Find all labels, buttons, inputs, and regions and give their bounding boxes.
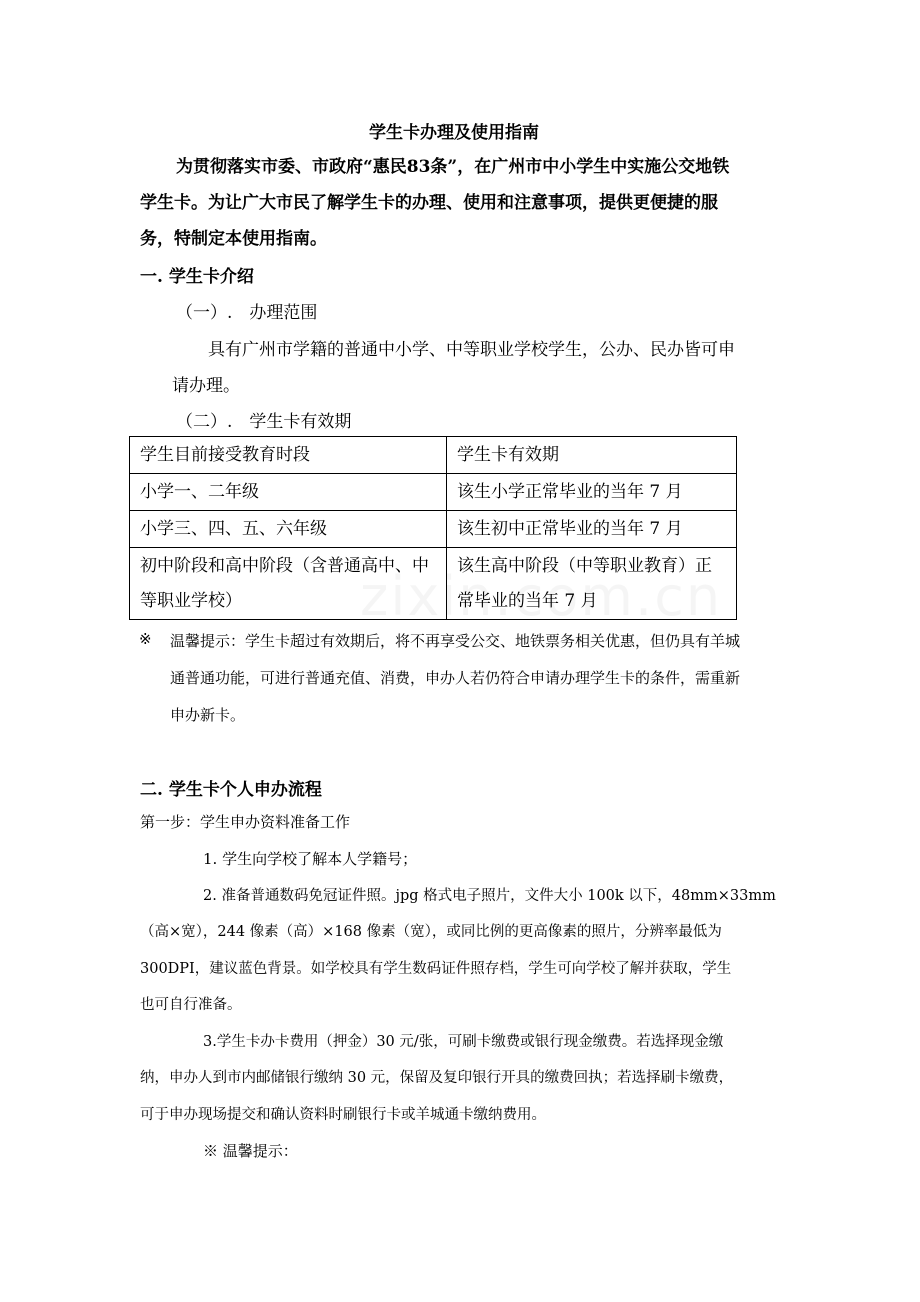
step-1-item-3-line-1: 3.学生卡办卡费用（押金）30 元/张，可刷卡缴费或银行现金缴费。若选择现金缴 [203, 1034, 724, 1050]
validity-table [129, 436, 737, 620]
table-row [130, 511, 737, 548]
table-header-row [130, 437, 737, 474]
page-title: 学生卡办理及使用指南 [369, 123, 539, 143]
intro-line-2: 学生卡。为让广大市民了解学生卡的办理、使用和注意事项，提供更便捷的服 [140, 193, 718, 213]
table-cell: 初中阶段和高中阶段（含普通高中、中等职业学校） [130, 548, 447, 620]
table-cell: 该生小学正常毕业的当年 7 月 [447, 474, 737, 511]
intro-line-3: 务，特制定本使用指南。 [140, 229, 327, 249]
table-header-cell: 学生卡有效期 [447, 437, 737, 474]
step-1-item-2-line-4: 也可自行准备。 [140, 997, 242, 1013]
step-1-item-2-line-2: （高×宽），244 像素（高）×168 像素（宽），或同比例的更高像素的照片，分辨率最低为 [140, 924, 722, 940]
table-cell: 小学一、二年级 [130, 474, 447, 511]
step-1-label: 第一步：学生申办资料准备工作 [140, 813, 351, 831]
table-cell: 小学三、四、五、六年级 [130, 511, 447, 548]
note-line-2: 通普通功能，可进行普通充值、消费，申办人若仍符合申请办理学生卡的条件，需重新 [170, 669, 741, 687]
scope-text-line-2: 请办理。 [172, 376, 240, 396]
step-1-item-3-line-3: 可于申办现场提交和确认资料时刷银行卡或羊城通卡缴纳费用。 [140, 1107, 546, 1123]
note-mark: ※ [139, 630, 152, 648]
subsection-scope-label: （一）. 办理范围 [176, 303, 318, 323]
step-1-item-3-line-2: 纳，申办人到市内邮储银行缴纳 30 元，保留及复印银行开具的缴费回执；若选择刷卡缴费， [140, 1070, 734, 1086]
step-1-item-2-line-1: 2. 准备普通数码免冠证件照。jpg 格式电子照片，文件大小 100k 以下，48mm×33mm [203, 888, 776, 904]
section-2-heading: 二. 学生卡个人申办流程 [140, 780, 322, 800]
step-1-item-2-line-3: 300DPI，建议蓝色背景。如学校具有学生数码证件照存档，学生可向学校了解并获取，学生 [140, 961, 732, 977]
table-cell: 该生高中阶段（中等职业教育）正常毕业的当年 7 月 [447, 548, 737, 620]
section-1-heading: 一. 学生卡介绍 [140, 267, 254, 287]
warm-tip-label: ※ 温馨提示： [203, 1142, 298, 1160]
step-1-item-1: 1. 学生向学校了解本人学籍号； [203, 850, 418, 868]
note-line-3: 申办新卡。 [170, 706, 246, 724]
scope-text-line-1: 具有广州市学籍的普通中小学、中等职业学校学生，公办、民办皆可申 [208, 340, 735, 360]
subsection-validity-label: （二）. 学生卡有效期 [176, 412, 352, 432]
table-header-cell: 学生目前接受教育时段 [130, 437, 447, 474]
table-row [130, 474, 737, 511]
table-row [130, 548, 737, 620]
table-cell: 该生初中正常毕业的当年 7 月 [447, 511, 737, 548]
intro-line-1: 为贯彻落实市委、市政府“惠民83条”，在广州市中小学生中实施公交地铁 [176, 157, 730, 177]
note-line-1: 温馨提示：学生卡超过有效期后，将不再享受公交、地铁票务相关优惠，但仍具有羊城 [170, 632, 741, 650]
